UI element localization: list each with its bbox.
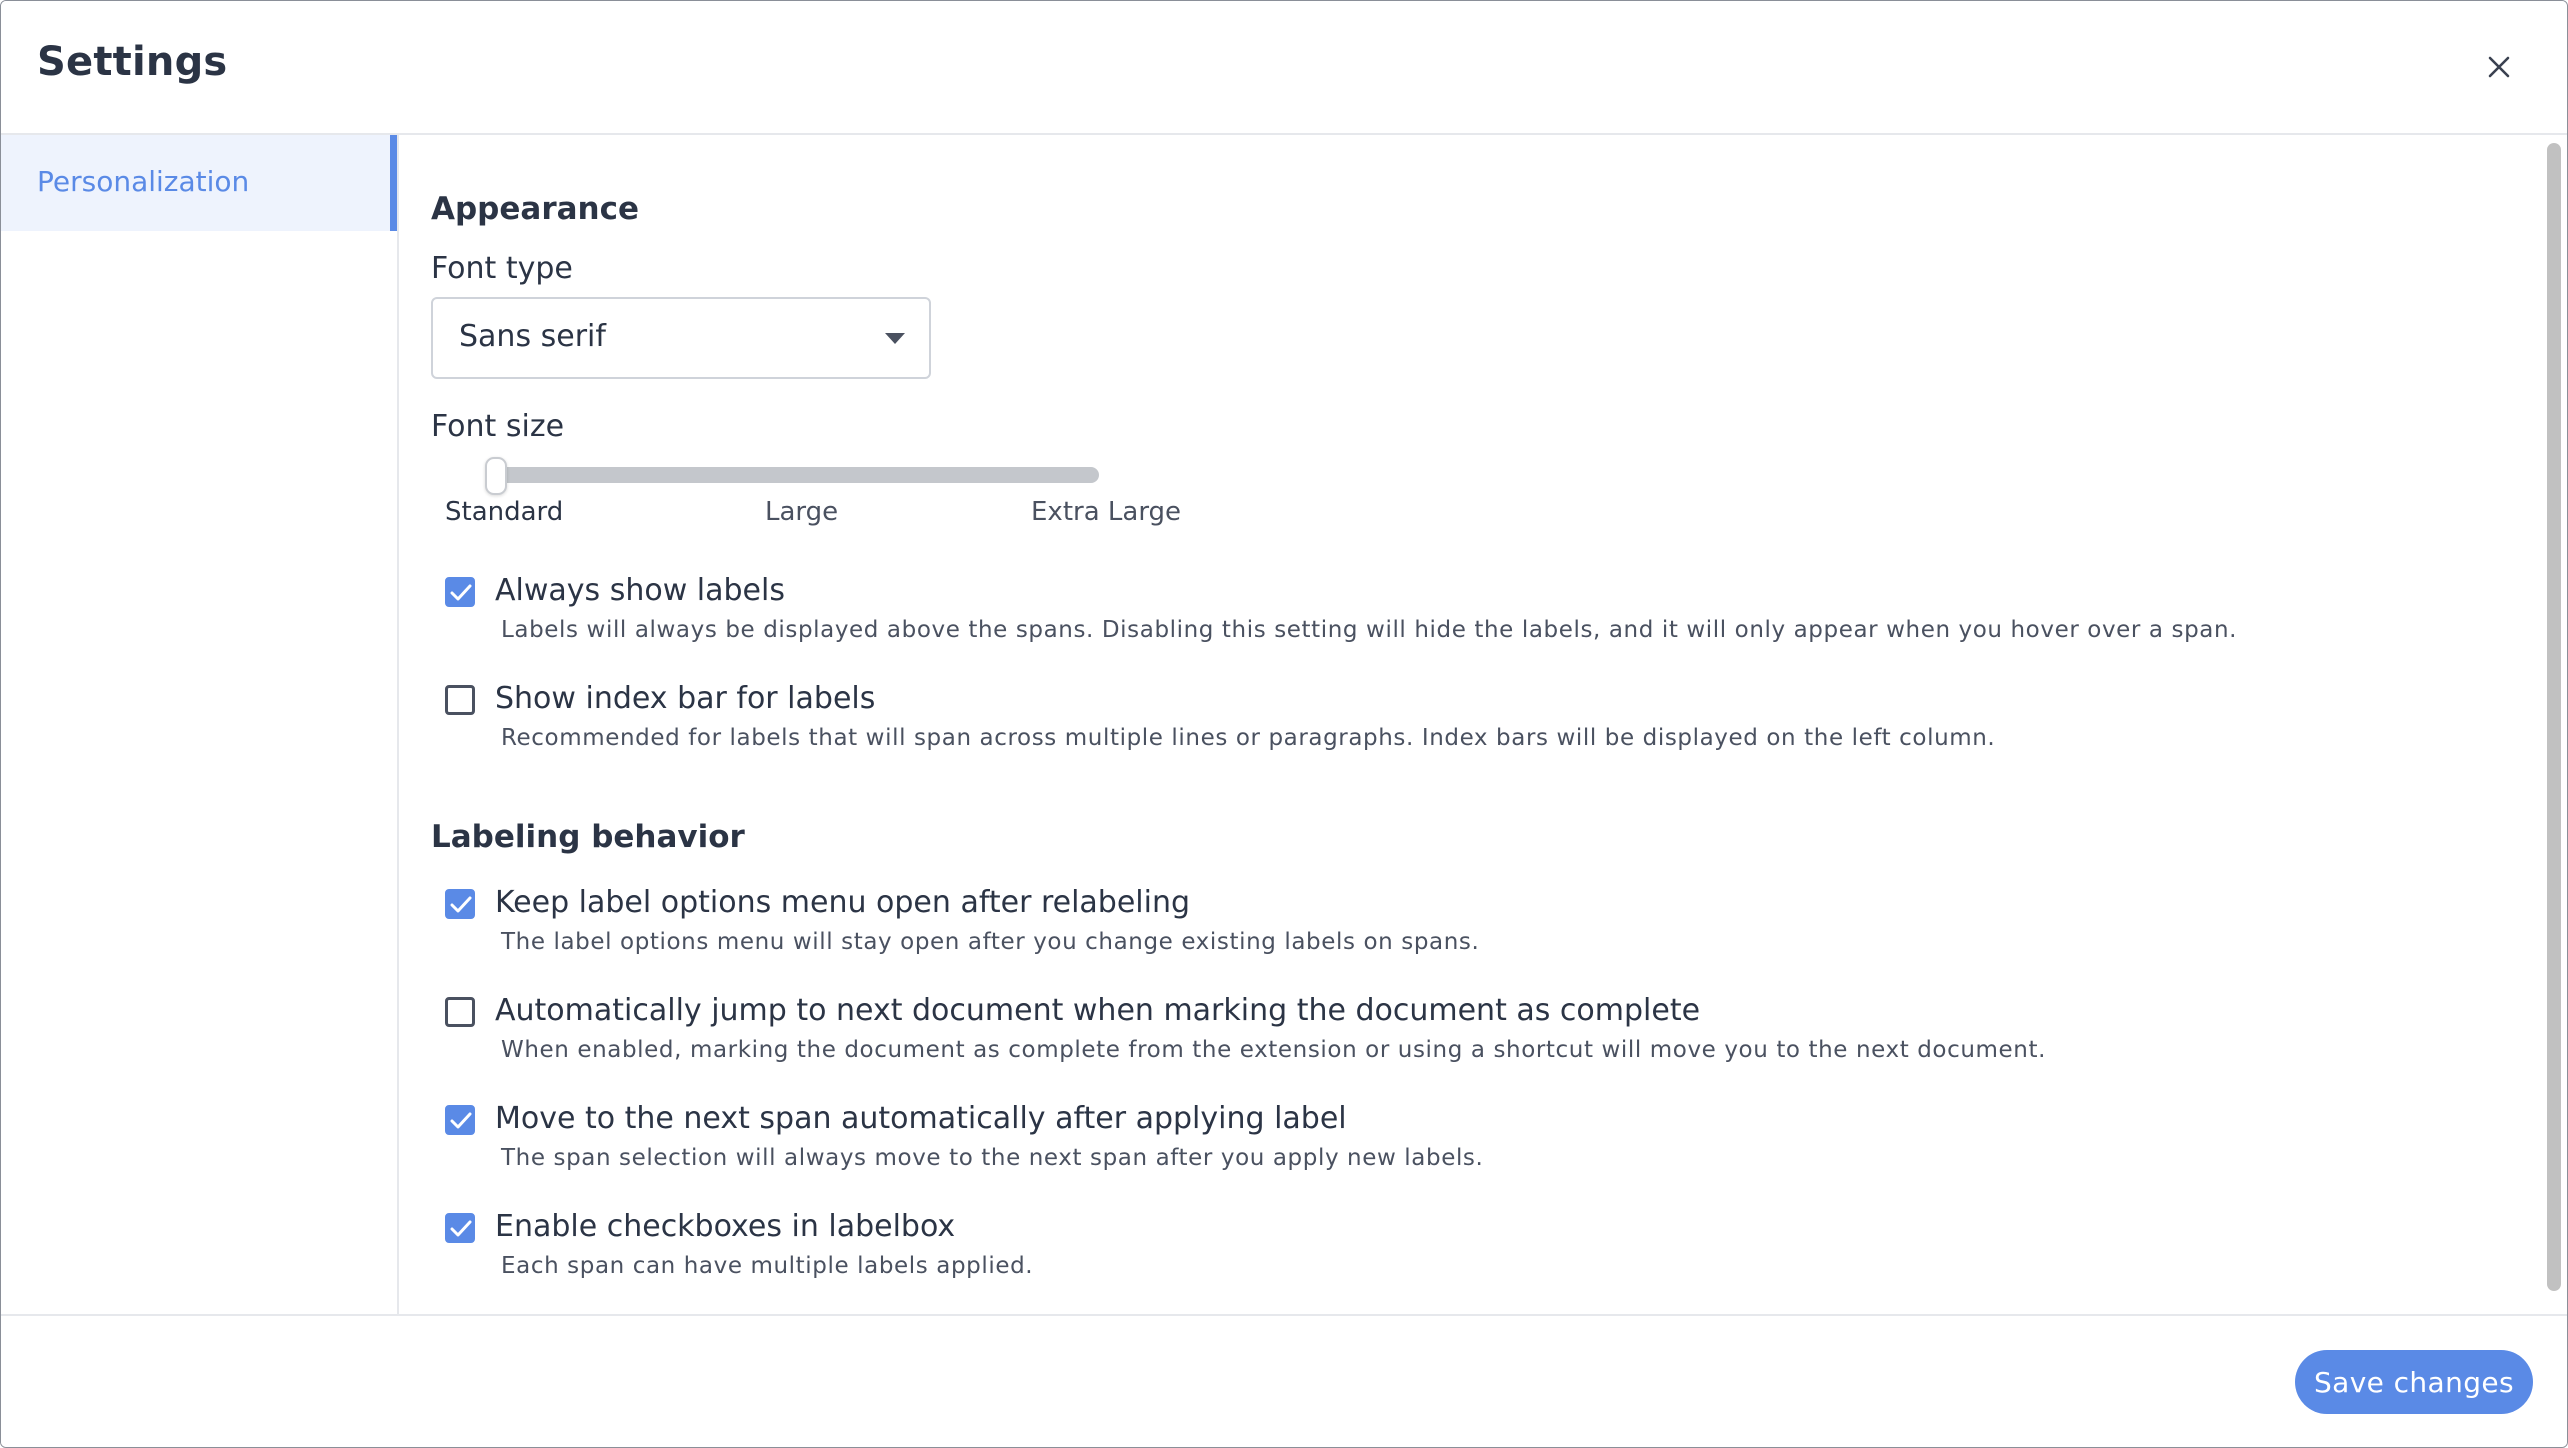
font-size-slider-thumb[interactable] xyxy=(485,457,507,495)
dialog-footer xyxy=(1,1314,2567,1448)
font-size-option-standard[interactable]: Standard xyxy=(445,497,564,527)
option-label: Always show labels xyxy=(495,573,785,608)
option-description: Each span can have multiple labels applied. xyxy=(501,1253,1034,1279)
font-size-option-extra-large[interactable]: Extra Large xyxy=(1031,497,1182,527)
settings-content xyxy=(399,135,2539,1314)
font-type-value: Sans serif xyxy=(459,319,606,354)
option-label: Keep label options menu open after relabeling xyxy=(495,885,1191,920)
font-size-label: Font size xyxy=(431,409,565,444)
option-description: Recommended for labels that will span across multiple lines or paragraphs. Index bars will be displayed on the left column. xyxy=(501,725,1996,751)
option-label: Show index bar for labels xyxy=(495,681,876,716)
font-size-slider-track[interactable] xyxy=(495,467,1099,483)
checkmark-icon xyxy=(450,583,472,603)
font-type-label: Font type xyxy=(431,251,573,286)
appearance-section-title: Appearance xyxy=(431,191,639,227)
checkbox[interactable] xyxy=(445,1213,475,1243)
checkbox[interactable] xyxy=(445,889,475,919)
chevron-down-icon xyxy=(885,333,905,344)
checkbox[interactable] xyxy=(445,685,475,715)
checkmark-icon xyxy=(450,1111,472,1131)
option-description: Labels will always be displayed above the spans. Disabling this setting will hide the labels, and it will only appear when you hover over a span. xyxy=(501,617,2238,643)
checkbox[interactable] xyxy=(445,997,475,1027)
save-changes-button[interactable]: Save changes xyxy=(2295,1350,2533,1414)
font-size-option-large[interactable]: Large xyxy=(765,497,839,527)
option-label: Move to the next span automatically after applying label xyxy=(495,1101,1347,1136)
scrollbar-thumb[interactable] xyxy=(2547,143,2561,1291)
close-icon xyxy=(2487,55,2511,79)
checkbox[interactable] xyxy=(445,577,475,607)
option-label: Automatically jump to next document when marking the document as complete xyxy=(495,993,1701,1028)
checkmark-icon xyxy=(450,895,472,915)
option-label: Enable checkboxes in labelbox xyxy=(495,1209,956,1244)
dialog-title: Settings xyxy=(37,39,228,85)
checkbox[interactable] xyxy=(445,1105,475,1135)
option-description: When enabled, marking the document as complete from the extension or using a shortcut will move you to the next document. xyxy=(501,1037,2046,1063)
active-indicator xyxy=(390,135,397,231)
option-description: The label options menu will stay open after you change existing labels on spans. xyxy=(501,929,1480,955)
sidebar-item-label: Personalization xyxy=(37,165,250,198)
labeling-section-title: Labeling behavior xyxy=(431,819,745,855)
settings-sidebar xyxy=(1,135,399,1314)
content-scrollbar[interactable] xyxy=(2541,135,2567,1314)
font-type-select[interactable] xyxy=(431,297,931,379)
option-description: The span selection will always move to the next span after you apply new labels. xyxy=(501,1145,1484,1171)
dialog-header xyxy=(1,1,2567,135)
sidebar-item-personalization[interactable] xyxy=(1,135,397,231)
checkmark-icon xyxy=(450,1219,472,1239)
close-button[interactable] xyxy=(2477,45,2521,89)
